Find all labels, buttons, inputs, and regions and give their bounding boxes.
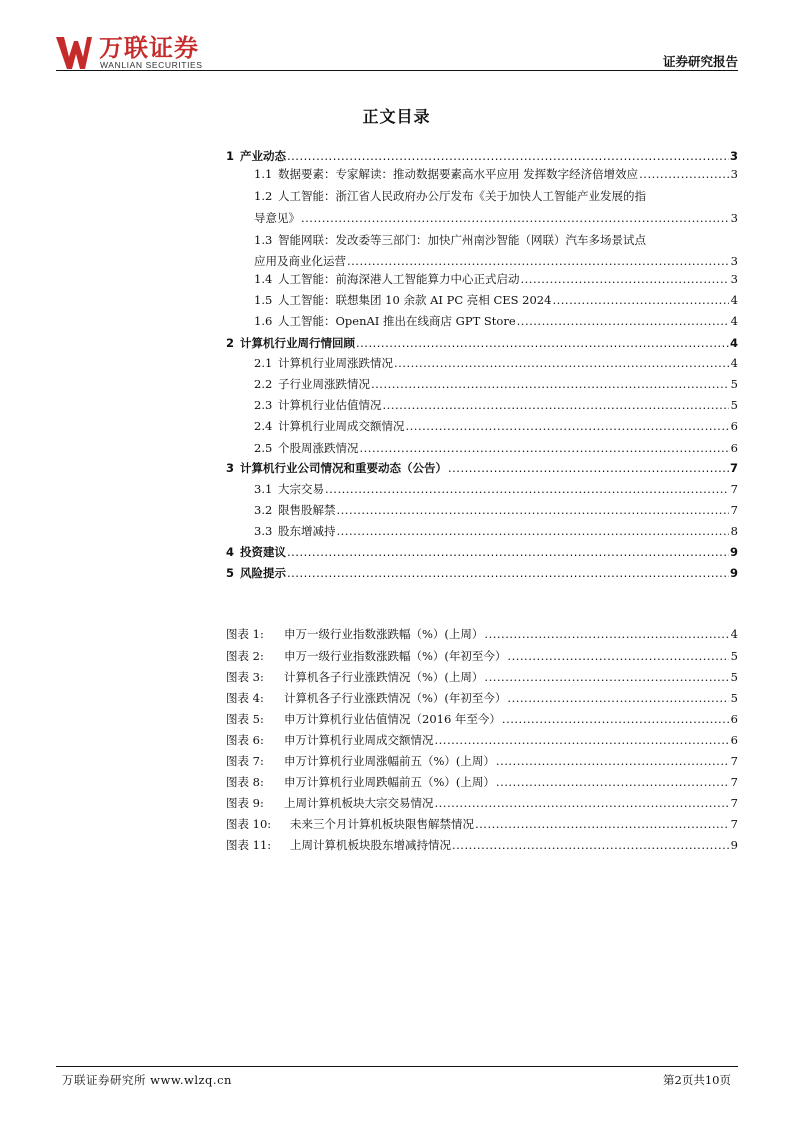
leader-dots — [383, 395, 730, 415]
toc-page: 7 — [730, 503, 738, 517]
toc-page: 4 — [730, 356, 738, 370]
figure-page: 7 — [730, 754, 738, 768]
leader-dots — [435, 793, 730, 813]
figure-number: 图表 8: — [226, 775, 264, 789]
leader-dots — [287, 146, 729, 166]
toc-title: 计算机行业周涨跌情况 — [278, 356, 393, 370]
leader-dots — [507, 646, 729, 666]
toc-title: 数据要素：专家解读：推动数据要素高水平应用 发挥数字经济倍增效应 — [278, 167, 639, 181]
toc-page: 6 — [730, 441, 738, 455]
leader-dots — [360, 438, 730, 458]
leader-dots — [475, 814, 729, 834]
leader-dots — [517, 311, 729, 331]
figure-page: 4 — [730, 627, 738, 641]
toc-entry-1[interactable] — [226, 146, 738, 166]
figure-page: 9 — [730, 838, 738, 852]
figure-title: 计算机各子行业涨跌情况（%）(上周） — [284, 670, 484, 684]
footer-divider — [56, 1066, 738, 1067]
figure-entry-4[interactable] — [226, 688, 738, 708]
leader-dots — [287, 563, 729, 583]
toc-title: 限售股解禁 — [278, 503, 336, 517]
leader-dots — [484, 624, 729, 644]
figure-number: 图表 4: — [226, 691, 264, 705]
figure-page: 5 — [730, 649, 738, 663]
toc-title: 计算机行业周行情回顾 — [240, 336, 355, 350]
figure-entry-10[interactable] — [226, 814, 738, 834]
toc-number: 4 — [226, 545, 235, 559]
figure-entry-8[interactable] — [226, 772, 738, 792]
toc-number: 3.3 — [254, 524, 273, 538]
toc-entry-4[interactable] — [226, 542, 738, 562]
toc-title-continued: 导意见》 — [254, 211, 300, 225]
toc-entry-2[interactable] — [226, 333, 738, 353]
toc-number: 3.2 — [254, 503, 273, 517]
toc-number: 1.6 — [254, 314, 273, 328]
figure-title: 申万一级行业指数涨跌幅（%）(年初至今） — [284, 649, 507, 663]
toc-entry-2-1[interactable] — [254, 353, 738, 373]
toc-page: 4 — [730, 336, 739, 350]
toc-entry-1-4[interactable] — [254, 269, 738, 289]
toc-page: 3 — [730, 272, 738, 286]
toc-entry-2-2[interactable] — [254, 374, 738, 394]
figure-entry-6[interactable] — [226, 730, 738, 750]
toc-entry-2-3[interactable] — [254, 395, 738, 415]
toc-page: 7 — [730, 461, 739, 475]
toc-page: 3 — [730, 254, 738, 268]
page-title: 正文目录 — [362, 107, 431, 126]
leader-dots — [484, 667, 729, 687]
toc-number: 1 — [226, 149, 235, 163]
leader-dots — [356, 333, 729, 353]
figure-title: 未来三个月计算机板块限售解禁情况 — [290, 817, 474, 831]
leader-dots — [435, 730, 730, 750]
toc-number: 1.2 — [254, 189, 273, 203]
toc-page: 5 — [730, 398, 738, 412]
leader-dots — [337, 521, 730, 541]
page-header — [0, 0, 793, 75]
leader-dots — [406, 416, 730, 436]
toc-number: 2.5 — [254, 441, 273, 455]
leader-dots — [394, 353, 729, 373]
leader-dots — [639, 164, 729, 184]
toc-entry-5[interactable] — [226, 563, 738, 583]
toc-title: 产业动态 — [240, 149, 286, 163]
toc-entry-3[interactable] — [226, 458, 738, 478]
toc-page: 3 — [730, 149, 739, 163]
toc-number: 1.1 — [254, 167, 273, 181]
figure-number: 图表 1: — [226, 627, 264, 641]
toc-title: 人工智能：OpenAI 推出在线商店 GPT Store — [278, 314, 516, 328]
toc-number: 1.3 — [254, 233, 273, 247]
toc-entry-1-5[interactable] — [254, 290, 738, 310]
leader-dots — [371, 374, 729, 394]
figure-title: 申万计算机行业周涨幅前五（%）(上周） — [284, 754, 495, 768]
toc-number: 2 — [226, 336, 235, 350]
toc-entry-3-1[interactable] — [254, 479, 738, 499]
logo-chinese-name: 万联证券 — [99, 34, 199, 62]
toc-entry-1-1[interactable] — [254, 164, 738, 184]
toc-entry-3-2[interactable] — [254, 500, 738, 520]
toc-title-continued: 应用及商业化运营 — [254, 254, 346, 268]
toc-page: 5 — [730, 377, 738, 391]
toc-number: 1.4 — [254, 272, 273, 286]
figure-entry-5[interactable] — [226, 709, 738, 729]
figure-number: 图表 11: — [226, 838, 272, 852]
toc-entry-1-2[interactable] — [254, 186, 738, 206]
toc-number: 1.5 — [254, 293, 273, 307]
toc-title: 计算机行业估值情况 — [278, 398, 382, 412]
figure-page: 6 — [730, 733, 738, 747]
toc-title: 计算机行业公司情况和重要动态（公告） — [240, 461, 447, 475]
leader-dots — [287, 542, 729, 562]
toc-page: 9 — [730, 566, 739, 580]
leader-dots — [552, 290, 729, 310]
header-divider — [56, 70, 738, 71]
toc-title: 风险提示 — [240, 566, 286, 580]
toc-page: 7 — [730, 482, 738, 496]
figure-title: 申万一级行业指数涨跌幅（%）(上周） — [284, 627, 484, 641]
toc-title: 人工智能：前海深港人工智能算力中心正式启动 — [278, 272, 520, 286]
toc-entry-1-2-continued[interactable] — [254, 208, 738, 228]
toc-number: 3.1 — [254, 482, 273, 496]
figure-page: 6 — [730, 712, 738, 726]
leader-dots — [507, 688, 729, 708]
figure-page: 7 — [730, 817, 738, 831]
toc-page: 9 — [730, 545, 739, 559]
figure-page: 7 — [730, 775, 738, 789]
toc-number: 2.2 — [254, 377, 273, 391]
toc-page: 6 — [730, 419, 738, 433]
figure-entry-9[interactable] — [226, 793, 738, 813]
figure-entry-11[interactable] — [226, 835, 738, 855]
wanlian-logo-icon — [56, 37, 92, 69]
figure-title: 上周计算机板块股东增减持情况 — [290, 838, 451, 852]
figure-entry-2[interactable] — [226, 646, 738, 666]
figure-entry-3[interactable] — [226, 667, 738, 687]
toc-number: 2.4 — [254, 419, 273, 433]
figure-number: 图表 2: — [226, 649, 264, 663]
leader-dots — [347, 251, 729, 271]
figure-title: 申万计算机行业周跌幅前五（%）(上周） — [284, 775, 495, 789]
toc-title: 人工智能：联想集团 10 余款 AI PC 亮相 CES 2024 — [278, 293, 552, 307]
leader-dots — [496, 772, 729, 792]
toc-title: 投资建议 — [240, 545, 286, 559]
toc-title: 子行业周涨跌情况 — [278, 377, 370, 391]
leader-dots — [301, 208, 729, 228]
leader-dots — [502, 709, 729, 729]
leader-dots — [448, 458, 729, 478]
toc-title: 个股周涨跌情况 — [278, 441, 359, 455]
figure-page: 5 — [730, 670, 738, 684]
leader-dots — [452, 835, 729, 855]
toc-title: 股东增减持 — [278, 524, 336, 538]
figure-number: 图表 7: — [226, 754, 264, 768]
toc-page: 4 — [730, 314, 738, 328]
figure-title: 申万计算机行业周成交额情况 — [284, 733, 434, 747]
toc-entry-2-5[interactable] — [254, 438, 738, 458]
leader-dots — [325, 479, 729, 499]
toc-number: 2.1 — [254, 356, 273, 370]
leader-dots — [496, 751, 729, 771]
figure-title: 申万计算机行业估值情况（2016 年至今） — [284, 712, 501, 726]
toc-number: 5 — [226, 566, 235, 580]
toc-page: 8 — [730, 524, 738, 538]
leader-dots — [337, 500, 730, 520]
toc-entry-3-3[interactable] — [254, 521, 738, 541]
toc-number: 2.3 — [254, 398, 273, 412]
figure-number: 图表 3: — [226, 670, 264, 684]
toc-page: 3 — [730, 167, 738, 181]
toc-title: 智能网联：发改委等三部门：加快广州南沙智能（网联）汽车多场景试点 — [278, 233, 646, 247]
toc-title: 人工智能：浙江省人民政府办公厅发布《关于加快人工智能产业发展的指 — [278, 189, 646, 203]
figure-number: 图表 10: — [226, 817, 272, 831]
toc-entry-1-6[interactable] — [254, 311, 738, 331]
figure-page: 7 — [730, 796, 738, 810]
report-type-label: 证券研究报告 — [662, 54, 738, 69]
figure-number: 图表 5: — [226, 712, 264, 726]
leader-dots — [521, 269, 730, 289]
toc-entry-2-4[interactable] — [254, 416, 738, 436]
footer-page-number: 第2页共10页 — [663, 1073, 731, 1087]
toc-title: 大宗交易 — [278, 482, 324, 496]
toc-entry-1-3-continued[interactable] — [254, 251, 738, 271]
figure-page: 5 — [730, 691, 738, 705]
figure-title: 计算机各子行业涨跌情况（%）(年初至今） — [284, 691, 507, 705]
figure-title: 上周计算机板块大宗交易情况 — [284, 796, 434, 810]
toc-page: 4 — [730, 293, 738, 307]
figure-number: 图表 9: — [226, 796, 264, 810]
figure-entry-7[interactable] — [226, 751, 738, 771]
figure-entry-1[interactable] — [226, 624, 738, 644]
toc-entry-1-3[interactable] — [254, 230, 738, 250]
logo-english-name: WANLIAN SECURITIES — [100, 60, 203, 70]
footer-source: 万联证券研究所 www.wlzq.cn — [62, 1073, 232, 1087]
toc-number: 3 — [226, 461, 235, 475]
figure-number: 图表 6: — [226, 733, 264, 747]
toc-page: 3 — [730, 211, 738, 225]
toc-title: 计算机行业周成交额情况 — [278, 419, 405, 433]
